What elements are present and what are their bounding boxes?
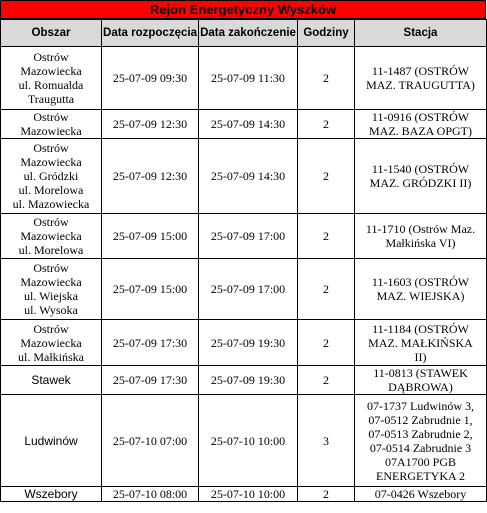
cell-stacja bbox=[355, 395, 487, 487]
stacja-line: 11-1540 (OSTRÓW bbox=[371, 162, 470, 176]
cell-godziny: 2 bbox=[298, 47, 355, 110]
obszar-line: Mazowiecka bbox=[20, 229, 82, 243]
cell-stacja bbox=[355, 110, 487, 139]
cell-obszar bbox=[1, 320, 102, 366]
cell-obszar bbox=[1, 487, 102, 502]
stacja-line: 07A1700 PGB bbox=[384, 454, 456, 469]
cell-obszar bbox=[1, 139, 102, 214]
obszar-line: Mazowiecka bbox=[20, 275, 82, 289]
obszar-line: Ostrów bbox=[33, 215, 69, 229]
stacja-line: MAZ. WIEJSKA) bbox=[376, 289, 465, 303]
cell-data-rozpoczecia: 25-07-09 12:30 bbox=[102, 139, 199, 214]
cell-obszar bbox=[1, 395, 102, 487]
stacja-line: MAZ. GRÓDZKI II) bbox=[369, 176, 472, 190]
obszar-line: Ostrów bbox=[33, 50, 69, 64]
obszar-line: ul. Romualda bbox=[18, 78, 84, 92]
stacja-line: 07-0512 Zabrudnie 1, bbox=[368, 412, 473, 427]
table-row bbox=[1, 47, 487, 110]
obszar-line: ul. Małkińska bbox=[18, 349, 84, 364]
cell-obszar bbox=[1, 47, 102, 110]
cell-data-rozpoczecia: 25-07-09 17:30 bbox=[102, 320, 199, 366]
stacja-line: 11-1184 (OSTRÓW bbox=[372, 321, 469, 336]
stacja-line: 11-0813 (STAWEK bbox=[373, 366, 468, 380]
cell-data-rozpoczecia: 25-07-09 17:30 bbox=[102, 366, 199, 395]
table-row bbox=[1, 139, 487, 214]
stacja-line: Małkińska VI) bbox=[385, 236, 456, 250]
obszar-line: Ludwinów bbox=[24, 433, 78, 448]
cell-data-zakonczenie: 25-07-09 14:30 bbox=[199, 139, 298, 214]
cell-godziny: 3 bbox=[298, 395, 355, 487]
stacja-line: 07-1737 Ludwinów 3, bbox=[367, 398, 474, 413]
cell-data-zakonczenie: 25-07-10 10:00 bbox=[199, 395, 298, 487]
cell-data-rozpoczecia: 25-07-10 08:00 bbox=[102, 487, 199, 502]
obszar-line: ul. Morelowa bbox=[18, 243, 84, 257]
cell-data-zakonczenie: 25-07-09 19:30 bbox=[199, 320, 298, 366]
cell-godziny: 2 bbox=[298, 320, 355, 366]
cell-godziny: 2 bbox=[298, 214, 355, 259]
stacja-line: ENERGETYKA 2 bbox=[376, 468, 465, 483]
stacja-line: DĄBROWA) bbox=[388, 380, 453, 394]
obszar-line: Mazowiecka bbox=[20, 64, 82, 78]
cell-data-zakonczenie: 25-07-10 10:00 bbox=[199, 487, 298, 502]
col-header-godziny: Godziny bbox=[298, 20, 355, 47]
cell-stacja bbox=[355, 214, 487, 259]
obszar-line: ul. Gródzki bbox=[23, 169, 79, 183]
obszar-line: Ostrów bbox=[33, 261, 69, 275]
stacja-line: 11-1487 (OSTRÓW bbox=[371, 64, 470, 78]
obszar-line: ul. Morelowa bbox=[18, 183, 84, 197]
col-header-obszar: Obszar bbox=[1, 20, 102, 47]
cell-stacja bbox=[355, 47, 487, 110]
cell-stacja bbox=[355, 366, 487, 395]
table-row bbox=[1, 110, 487, 139]
cell-godziny: 2 bbox=[298, 259, 355, 320]
cell-data-rozpoczecia: 25-07-09 15:00 bbox=[102, 259, 199, 320]
col-header-stacja: Stacja bbox=[355, 20, 487, 47]
obszar-line: Traugutta bbox=[27, 92, 75, 106]
table-row bbox=[1, 214, 487, 259]
stacja-line: 11-1710 (Ostrów Maz. bbox=[365, 222, 476, 236]
obszar-line: Ostrów bbox=[33, 141, 69, 155]
obszar-line: Mazowiecka bbox=[20, 335, 82, 350]
obszar-line: Wszebory bbox=[24, 487, 78, 501]
cell-data-zakonczenie: 25-07-09 19:30 bbox=[199, 366, 298, 395]
obszar-line: ul. Mazowiecka bbox=[12, 197, 90, 211]
cell-obszar bbox=[1, 214, 102, 259]
obszar-line: Mazowiecka bbox=[20, 124, 82, 138]
cell-data-zakonczenie: 25-07-09 11:30 bbox=[199, 47, 298, 110]
obszar-line: Stawek bbox=[31, 373, 71, 387]
table-row bbox=[1, 395, 487, 487]
obszar-line: Mazowiecka bbox=[20, 155, 82, 169]
obszar-line: ul. Wiejska bbox=[24, 289, 78, 303]
outage-table bbox=[0, 19, 487, 502]
cell-obszar bbox=[1, 259, 102, 320]
cell-stacja bbox=[355, 320, 487, 366]
table-row bbox=[1, 259, 487, 320]
table-row bbox=[1, 366, 487, 395]
stacja-line: 07-0426 Wszebory bbox=[374, 487, 467, 501]
stacja-line: 11-1603 (OSTRÓW bbox=[371, 275, 470, 289]
stacja-line: MAZ. TRAUGUTTA) bbox=[366, 78, 475, 92]
cell-godziny: 2 bbox=[298, 139, 355, 214]
cell-stacja bbox=[355, 139, 487, 214]
cell-data-rozpoczecia: 25-07-09 12:30 bbox=[102, 110, 199, 139]
cell-data-rozpoczecia: 25-07-09 15:00 bbox=[102, 214, 199, 259]
stacja-line: MAZ. BAZA OPGT) bbox=[368, 124, 472, 138]
cell-godziny: 2 bbox=[298, 366, 355, 395]
obszar-line: ul. Wysoka bbox=[24, 303, 78, 317]
table-body bbox=[1, 47, 487, 502]
header-row bbox=[1, 20, 487, 47]
obszar-line: Ostrów bbox=[33, 321, 69, 336]
cell-data-zakonczenie: 25-07-09 14:30 bbox=[199, 110, 298, 139]
page-title: Rejon Energetyczny Wyszków bbox=[0, 0, 486, 19]
stacja-line: 07-0514 Zabrudnie 3 bbox=[369, 440, 472, 455]
stacja-line: II) bbox=[414, 349, 427, 364]
obszar-line: Ostrów bbox=[33, 110, 69, 124]
cell-data-zakonczenie: 25-07-09 17:00 bbox=[199, 259, 298, 320]
cell-stacja bbox=[355, 487, 487, 502]
table-row bbox=[1, 320, 487, 366]
cell-obszar bbox=[1, 110, 102, 139]
stacja-line: MAZ. MAŁKIŃSKA bbox=[368, 335, 473, 350]
col-header-data-rozpoczecia: Data rozpoczęcia bbox=[102, 20, 199, 47]
cell-godziny: 2 bbox=[298, 487, 355, 502]
col-header-data-zakonczenie: Data zakończenie bbox=[199, 20, 298, 47]
cell-data-zakonczenie: 25-07-09 17:00 bbox=[199, 214, 298, 259]
table-row bbox=[1, 487, 487, 502]
cell-data-rozpoczecia: 25-07-09 09:30 bbox=[102, 47, 199, 110]
cell-obszar bbox=[1, 366, 102, 395]
stacja-line: 07-0513 Zabrudnie 2, bbox=[368, 426, 473, 441]
cell-data-rozpoczecia: 25-07-10 07:00 bbox=[102, 395, 199, 487]
cell-stacja bbox=[355, 259, 487, 320]
cell-godziny: 2 bbox=[298, 110, 355, 139]
stacja-line: 11-0916 (OSTRÓW bbox=[371, 110, 470, 124]
